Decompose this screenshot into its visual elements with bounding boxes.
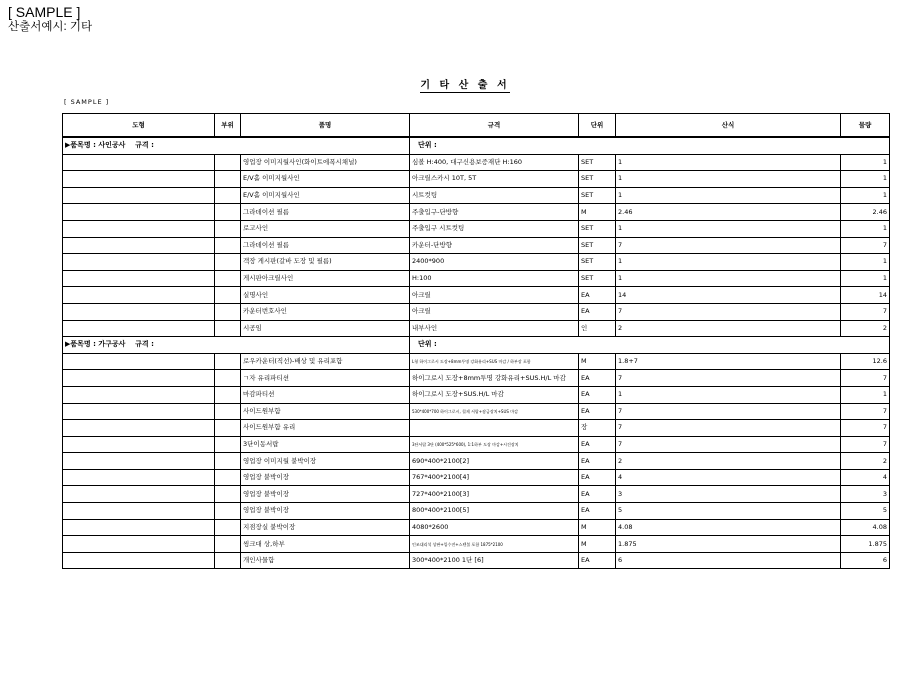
table-row [63,254,890,271]
cell-qty: 1.875 [841,536,890,553]
cell-shape [63,536,215,553]
cell-spec: 심볼 H:400, 대구신용보증재단 H:160 [410,154,579,171]
cell-formula: 1 [616,386,841,403]
document-title [0,76,900,91]
cell-qty: 7 [841,303,890,320]
cell-qty: 4 [841,469,890,486]
cell-spec: 아크릴스카시 10T, 5T [410,171,579,188]
cell-shape [63,486,215,503]
cell-unit: EA [579,403,616,420]
table-row [63,270,890,287]
table-row [63,519,890,536]
cell-unit: EA [579,287,616,304]
cell-spec: 아크릴 [410,287,579,304]
cell-part [215,220,241,237]
cell-qty: 7 [841,436,890,453]
cell-qty: 1 [841,220,890,237]
cell-formula: 7 [616,403,841,420]
cell-formula: 7 [616,436,841,453]
cell-shape [63,519,215,536]
cell-part [215,154,241,171]
cell-formula: 7 [616,303,841,320]
table-body [63,137,890,569]
cell-unit: 인 [579,320,616,337]
cell-qty: 3 [841,486,890,503]
cell-part [215,270,241,287]
cell-formula: 1.8+7 [616,353,841,370]
cell-spec: 800*400*2100[5] [410,503,579,520]
cell-item-name: 그라데이션 필름 [241,204,410,221]
cell-item-name: 그라데이션 필름 [241,237,410,254]
cell-part [215,204,241,221]
cell-qty: 12.6 [841,353,890,370]
table-row [63,503,890,520]
document-title-text: 기 타 산 출 서 [420,80,510,91]
cell-part [215,436,241,453]
table-row [63,436,890,453]
cell-spec: 하이그로시 도장+8mm투명 강화유리+SUS.H/L 마감 [410,370,579,387]
cell-part [215,353,241,370]
cell-part [215,287,241,304]
cell-part [215,469,241,486]
cell-spec: 3단서랍 3단 (400*525*600), 1:1하부 도장 마감+시건장치 [410,436,579,453]
cell-qty: 1 [841,270,890,287]
cell-shape [63,320,215,337]
cell-unit: M [579,204,616,221]
section-header-row [63,337,890,354]
table-row [63,204,890,221]
cell-part [215,403,241,420]
cell-item-name: 시공임 [241,320,410,337]
table-row [63,237,890,254]
cell-shape [63,303,215,320]
cell-shape [63,353,215,370]
cell-formula: 2.46 [616,204,841,221]
col-header-unit: 단위 [579,114,616,138]
cell-item-name: 마감파티션 [241,386,410,403]
cell-spec: 690*400*2100[2] [410,453,579,470]
cell-formula: 1 [616,154,841,171]
cell-part [215,303,241,320]
table-row [63,403,890,420]
cell-shape [63,503,215,520]
cell-shape [63,287,215,304]
cell-item-name: 사이드원부함 [241,403,410,420]
cell-part [215,420,241,437]
cell-shape [63,469,215,486]
cell-formula: 6 [616,552,841,569]
cell-unit: SET [579,254,616,271]
cell-qty: 1 [841,154,890,171]
cell-item-name: 지점장실 붙박이장 [241,519,410,536]
cell-spec: 시트컷팅 [410,187,579,204]
table-header-row [63,114,890,138]
cell-item-name: 영업장 이미지월사인(화이트에폭시채널) [241,154,410,171]
cell-unit: EA [579,453,616,470]
cell-item-name: 게시판아크릴사인 [241,270,410,287]
table-row [63,320,890,337]
cell-shape [63,237,215,254]
cell-qty: 1 [841,254,890,271]
cell-shape [63,187,215,204]
cell-shape [63,270,215,287]
cell-qty: 2.46 [841,204,890,221]
cell-unit: 장 [579,420,616,437]
table-row [63,386,890,403]
section-title-text: ▶품목명 : 가구공사 규격 : [65,340,154,349]
cell-spec: 530*400*700 하이그로시, 철제 서랍+잠금장치+SUS 마감 [410,403,579,420]
section-unit-label: 단위 : [410,337,890,354]
cell-unit: EA [579,303,616,320]
section-title [63,337,410,354]
cell-item-name: 실명사인 [241,287,410,304]
cell-formula: 1 [616,254,841,271]
col-header-spec: 규격 [410,114,579,138]
cell-unit: SET [579,187,616,204]
section-unit-label: 단위 : [410,137,890,154]
cell-spec: 카운터-단방향 [410,237,579,254]
cell-spec: 300*400*2100 1단 [6] [410,552,579,569]
cell-formula: 1 [616,270,841,287]
cell-spec: 주출입구-단방향 [410,204,579,221]
cell-qty: 2 [841,453,890,470]
cell-formula: 14 [616,287,841,304]
cell-formula: 7 [616,370,841,387]
cell-shape [63,386,215,403]
cell-unit: EA [579,503,616,520]
cell-qty: 7 [841,420,890,437]
cell-item-name: 객장 게시판(갈바 도장 및 필름) [241,254,410,271]
cell-unit: SET [579,270,616,287]
cell-part [215,486,241,503]
page-header [8,5,92,35]
cell-qty: 5 [841,503,890,520]
cell-item-name: 영업장 이미지월 붙박이장 [241,453,410,470]
cell-qty: 1 [841,386,890,403]
cell-item-name: 씽크대 상,하부 [241,536,410,553]
table-row [63,536,890,553]
cell-item-name: 영업장 붙박이장 [241,486,410,503]
cell-formula: 2 [616,320,841,337]
cell-formula: 1 [616,171,841,188]
col-header-item: 품명 [241,114,410,138]
cell-part [215,254,241,271]
cell-spec: H:100 [410,270,579,287]
cell-spec: 4080*2600 [410,519,579,536]
quantity-table [62,113,890,569]
cell-part [215,386,241,403]
cell-item-name: 카운터번호사인 [241,303,410,320]
cell-shape [63,171,215,188]
cell-spec: 2400*900 [410,254,579,271]
section-header-row [63,137,890,154]
cell-item-name: 사이드원부함 유리 [241,420,410,437]
cell-formula: 5 [616,503,841,520]
cell-unit: SET [579,237,616,254]
cell-shape [63,370,215,387]
cell-item-name: 개인사물함 [241,552,410,569]
table-row [63,370,890,387]
cell-part [215,171,241,188]
cell-unit: EA [579,486,616,503]
cell-part [215,187,241,204]
cell-qty: 6 [841,552,890,569]
cell-part [215,519,241,536]
cell-unit: M [579,353,616,370]
cell-spec: 아크릴 [410,303,579,320]
cell-formula: 4.08 [616,519,841,536]
cell-shape [63,436,215,453]
cell-shape [63,552,215,569]
cell-unit: SET [579,154,616,171]
col-header-part: 부위 [215,114,241,138]
cell-qty: 14 [841,287,890,304]
cell-spec: 주출입구 시트컷팅 [410,220,579,237]
cell-formula: 2 [616,453,841,470]
cell-qty: 1 [841,187,890,204]
cell-part [215,320,241,337]
cell-formula: 7 [616,420,841,437]
table-row [63,453,890,470]
cell-unit: M [579,536,616,553]
cell-part [215,552,241,569]
cell-shape [63,420,215,437]
cell-unit: EA [579,552,616,569]
cell-shape [63,453,215,470]
cell-formula: 1 [616,187,841,204]
cell-spec: 인조대리석 상판+입수전+스텐볼 포함 1875*2100 [410,536,579,553]
cell-part [215,370,241,387]
cell-unit: EA [579,469,616,486]
cell-formula: 4 [616,469,841,486]
cell-unit: SET [579,171,616,188]
table-row [63,187,890,204]
table-row [63,469,890,486]
table-row [63,287,890,304]
cell-spec: 내부사인 [410,320,579,337]
cell-part [215,237,241,254]
cell-unit: EA [579,436,616,453]
cell-formula: 1.875 [616,536,841,553]
cell-shape [63,154,215,171]
cell-spec [410,420,579,437]
cell-item-name: 영업장 붙박이장 [241,469,410,486]
cell-spec: 하이그로시 도장+SUS.H/L 마감 [410,386,579,403]
table-row [63,353,890,370]
cell-item-name: 영업장 붙박이장 [241,503,410,520]
header-sample-label: [ SAMPLE ] [8,4,81,20]
cell-shape [63,220,215,237]
cell-item-name: E/V홀 이미지월사인 [241,171,410,188]
cell-unit: EA [579,370,616,387]
cell-formula: 1 [616,220,841,237]
section-title [63,137,410,154]
cell-item-name: 로고사인 [241,220,410,237]
table-row [63,171,890,188]
cell-formula: 7 [616,237,841,254]
table-row [63,303,890,320]
cell-spec: 767*400*2100[4] [410,469,579,486]
col-header-shape: 도형 [63,114,215,138]
cell-spec: L형 하이그로시 도장+8mm투명 강화유리+SUS 마감 / 하부장 포함 [410,353,579,370]
cell-qty: 2 [841,320,890,337]
cell-unit: M [579,519,616,536]
table-row [63,486,890,503]
cell-qty: 7 [841,370,890,387]
cell-part [215,453,241,470]
header-subtitle: 산출서예시: 기타 [8,21,93,33]
section-title-text: ▶품목명 : 사인공사 규격 : [65,141,154,150]
sample-tag: [ SAMPLE ] [64,98,110,106]
cell-spec: 727*400*2100[3] [410,486,579,503]
col-header-formula: 산식 [616,114,841,138]
cell-item-name: ㄱ자 유리파티션 [241,370,410,387]
cell-qty: 1 [841,171,890,188]
cell-qty: 7 [841,403,890,420]
cell-unit: EA [579,386,616,403]
table-row [63,552,890,569]
table-row [63,420,890,437]
cell-shape [63,403,215,420]
table-row [63,154,890,171]
cell-qty: 4.08 [841,519,890,536]
cell-shape [63,204,215,221]
cell-item-name: E/V홀 이미지월사인 [241,187,410,204]
cell-formula: 3 [616,486,841,503]
cell-unit: SET [579,220,616,237]
col-header-qty: 물량 [841,114,890,138]
cell-item-name: 로우카운터(직선)-배상 및 유리포함 [241,353,410,370]
cell-shape [63,254,215,271]
cell-part [215,536,241,553]
table-row [63,220,890,237]
cell-part [215,503,241,520]
cell-qty: 7 [841,237,890,254]
cell-item-name: 3단이동서랍 [241,436,410,453]
